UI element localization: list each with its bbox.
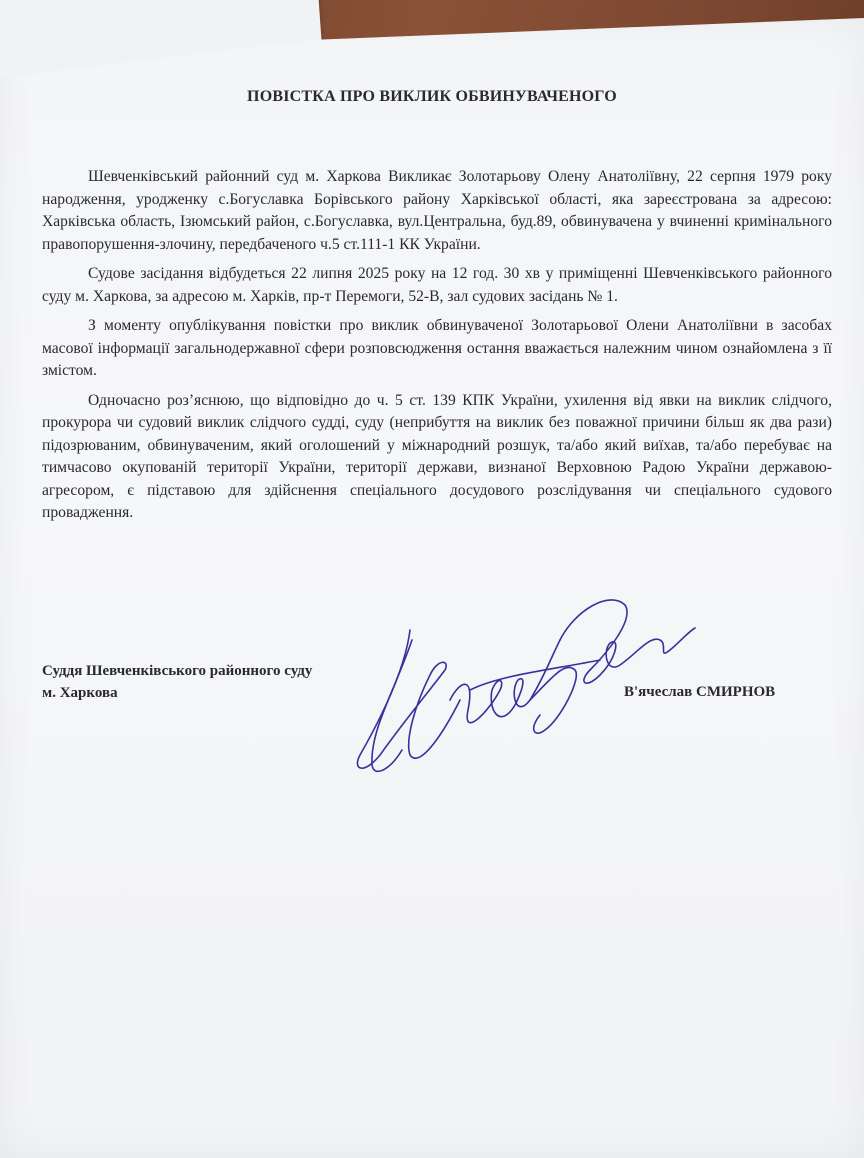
paragraph-explanation: Одночасно роз’яснюю, що відповідно до ч. 5 ст. 139 КПК України, ухилення від явки на виклик слідчого, прокурора чи судовий виклик слідчого судді, суду (неприбуття на виклик без поважної причини більш як два рази) підозрюваним, обвинуваченим, який оголошений у міжнародний розшук, та/або який виїхав, та/або перебуває на тимчасово окупованій території України, території держави, визнаної Верховною Радою України державою-агресором, є підставою для здійснення спеціального досудового розслідування чи спеціального судового провадження.	[42, 391, 832, 521]
paragraph-hearing: Судове засідання відбудеться 22 липня 2025 року на 12 год. 30 хв у приміщенні Шевченківського районного суду м. Харкова, за адресою м. Харків, пр-т Перемоги, 52-В, зал судових засідань № 1.	[42, 265, 832, 305]
document-title: ПОВІСТКА ПРО ВИКЛИК ОБВИНУВАЧЕНОГО	[247, 88, 617, 105]
signatory-position-line1: Суддя Шевченківського районного суду	[42, 663, 313, 679]
signatory-position-line2: м. Харкова	[42, 685, 118, 701]
document-body	[42, 166, 832, 532]
paragraph-summons: Шевченківський районний суд м. Харкова Викликає Золотарьову Олену Анатоліївну, 22 серпня 1979 року народження, уродженку с.Богуславка Борівського району Харківської області, яка зареєстрована за адресою: Харківська область, Ізюмський район, с.Богуславка, вул.Центральна, буд.89, обвинувачена у вчиненні кримінального правопорушення-злочину, передбаченого ч.5 ст.111-1 КК України.	[42, 168, 832, 253]
signatory-name: В'ячеслав СМИРНОВ	[624, 684, 776, 700]
paragraph-publication: З моменту опублікування повістки про виклик обвинуваченої Золотарьової Олени Анатоліївни в засобах масової інформації загальнодержавної сфери розповсюдження остання вважається належним чином ознайомлена з її змістом.	[42, 317, 832, 379]
handwritten-signature	[350, 580, 710, 800]
